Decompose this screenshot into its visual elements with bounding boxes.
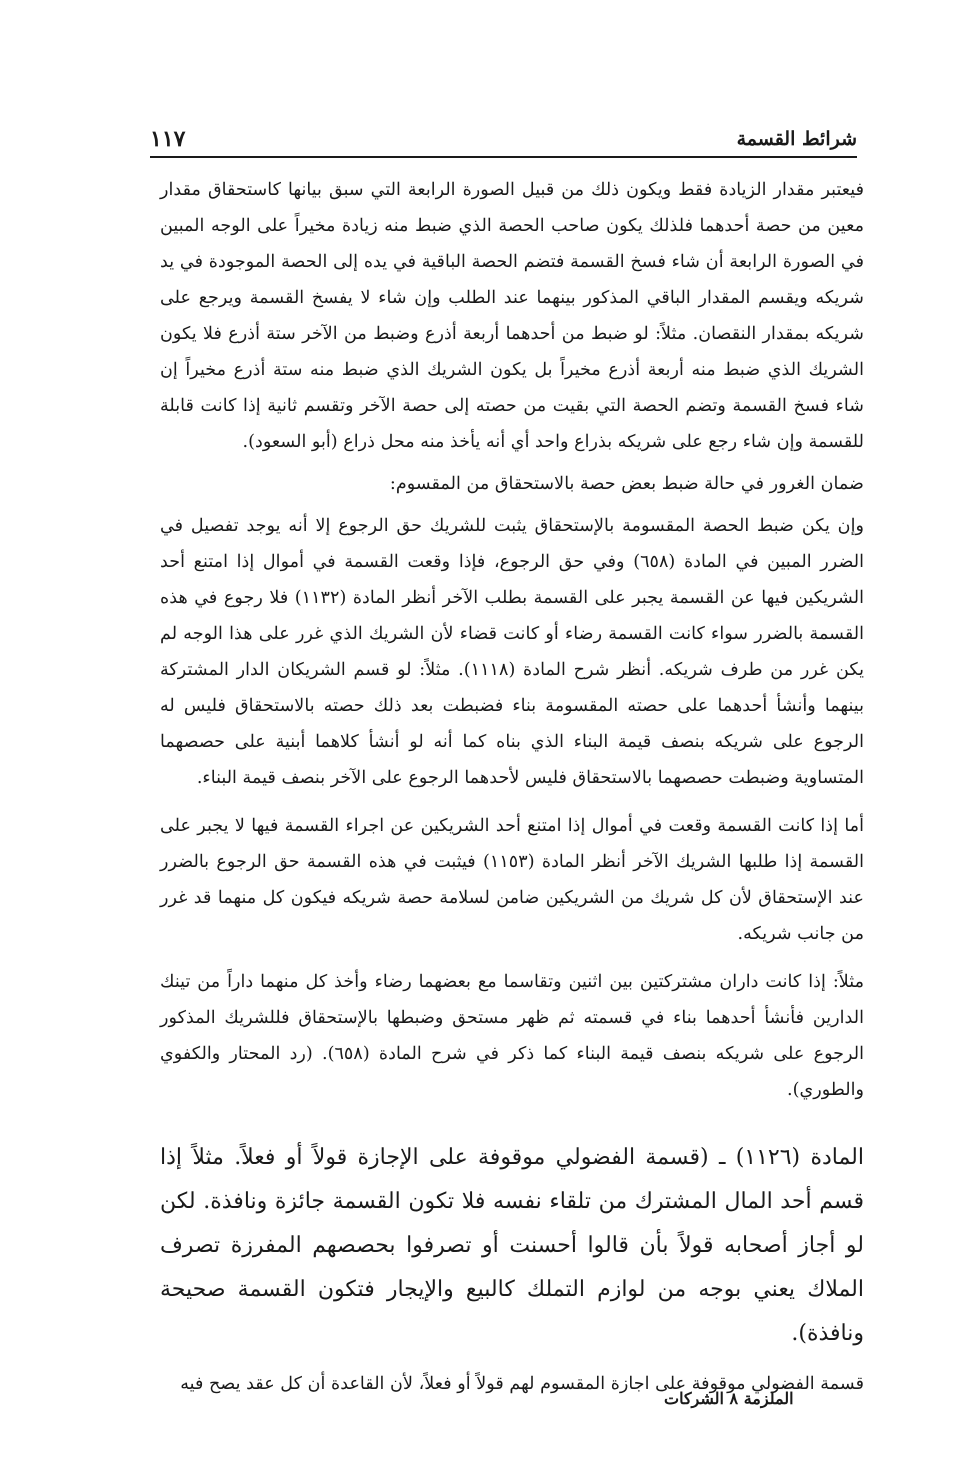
running-title: شرائط القسمة [736,128,857,150]
paragraph-commentary-continued: فيعتبر مقدار الزيادة فقط ويكون ذلك من قبيل الصورة الرابعة التي سبق بيانها كاستحقاق مقدار معين من حصة أحدهما فلذلك يكون صاحب الحصة الذي ضبط منه زيادة مخيراً على الوجه المبين في الصورة الرابعة أن شاء فسخ القسمة فتضم الحصة الباقية في يده إلى الحصة الموجودة في يد شريكه ويقسم المقدار الباقي المذكور بينهما عند الطلب وإن شاء لا يفسخ القسمة ويرجع على شريكه بمقدار النقصان. مثلاً: لو ضبط من أحدهما أربعة أذرع وضبط من الآخر ستة أذرع فلا يكون الشريك الذي ضبط منه أربعة أذرع مخيراً بل يكون الشريك الذي ضبط منه ستة أذرع مخيراً إن شاء فسخ القسمة وتضم الحصة التي بقيت من حصته إلى حصة الآخر وتقسم ثانية إذا كانت قابلة للقسمة وإن شاء رجع على شريكه بذراع واحد أي أنه يأخذ منه محل ذراع (أبو السعود). [160,180,864,452]
signature-text: الملزمة ٨ الشركات [664,1389,794,1408]
body-text [160,172,864,1402]
page-number: ١١٧ [150,126,186,152]
article-1126-text: المادة (١١٢٦) ـ (قسمة الفضولي موقوفة على الإجازة قولاً أو فعلاً. مثلاً إذا قسم أحد المال المشترك من تلقاء نفسه فلا تكون القسمة جائزة ونافذة. لكن لو أجاز أصحابه قولاً بأن قالوا أحسنت أو تصرفوا بحصصهم المفرزة تصرف الملاك يعني بوجه من لوازم التملك كالبيع والإيجار فتكون القسمة صحيحة ونافذة). [160,1145,864,1346]
paragraph-consensual-division: أما إذا كانت القسمة وقعت في أموال إذا امتنع أحد الشريكين عن اجراء القسمة فيها لا يجبر على القسمة إذا طلبها الشريك الآخر أنظر المادة (١١٥٣) فيثبت في هذه القسمة حق الرجوع بالضرر عند الإستحقاق لأن كل شريك من الشريكين ضامن لسلامة حصة شريكه فيكون كل منهما قد غرر من جانب شريكه. [160,816,864,944]
paragraph-example-two-houses: مثلاً: إذا كانت داران مشتركتين بين اثنين وتقاسما مع بعضهما رضاء وأخذ كل منهما داراً من تينك الدارين فأنشأ أحدهما بناء في قسمته ثم ظهر مستحق وضبطها بالإستحقاق فللشريك المذكور الرجوع على شريكه بنصف قيمة البناء كما ذكر في شرح المادة (٦٥٨). (رد المحتار والكفوي والطوري). [160,972,864,1100]
paragraph-compulsory-division: وإن يكن ضبط الحصة المقسومة بالإستحقاق يثبت للشريك حق الرجوع إلا أنه يوجد تفصيل في الضرر المبين في المادة (٦٥٨) وفي حق الرجوع، فإذا وقعت القسمة في أموال إذا امتنع أحد الشريكين فيها عن القسمة يجبر على القسمة بطلب الآخر أنظر المادة (١١٣٢) فلا رجوع في هذه القسمة بالضرر سواء كانت القسمة رضاء أو كانت قضاء لأن الشريك الذي غرر على هذا الوجه لم يكن غرر من طرف شريكه. أنظر شرح المادة (١١١٨). مثلاً: لو قسم الشريكان الدار المشتركة بينهما وأنشأ أحدهما على حصته المقسومة بناء فضبطت بعد ذلك حصته بالاستحقاق فليس له الرجوع على شريكه بنصف قيمة البناء الذي بناه كما أنه لو أنشأ كلاهما أبنية على حصصهما المتساوية وضبطت حصصهما بالاستحقاق فليس لأحدهما الرجوع على الآخر بنصف قيمة البناء. [160,516,864,788]
section-heading-deception-liability: ضمان الغرور في حالة ضبط بعض حصة بالاستحقاق من المقسوم: [389,474,864,494]
paragraph-article-1126-commentary: قسمة الفضولي موقوفة على اجازة المقسوم لهم قولاً أو فعلاً، لأن القاعدة أن كل عقد يصح فيه [180,1374,864,1394]
running-header [150,120,857,158]
signature-mark [664,1376,864,1416]
